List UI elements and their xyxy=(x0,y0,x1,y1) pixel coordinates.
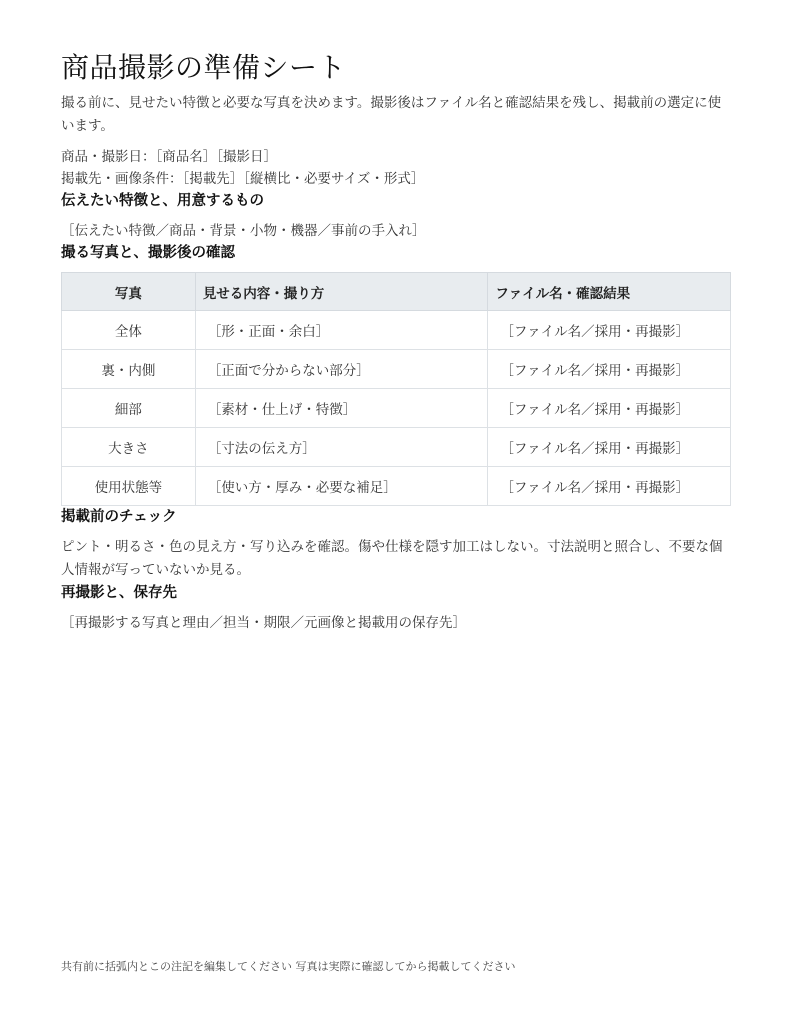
cell-content: ［形・正面・余白］ xyxy=(195,311,488,350)
cell-content: ［素材・仕上げ・特徴］ xyxy=(195,389,488,428)
cell-filename: ［ファイル名／採用・再撮影］ xyxy=(488,311,731,350)
reshoot-placeholder: ［再撮影する写真と理由／担当・期限／元画像と掲載用の保存先］ xyxy=(61,615,466,631)
footer-note: 共有前に括弧内とこの注記を編集してください 写真は実際に確認してから掲載してください xyxy=(61,960,516,973)
meta-product-date: 商品・撮影日：［商品名］［撮影日］ xyxy=(61,149,277,165)
document-page xyxy=(61,50,731,634)
check-text: ピント・明るさ・色の見え方・写り込みを確認。傷や仕様を隠す加工はしない。寸法説明と照合し、不要な個人情報が写っていないか見る。 xyxy=(61,539,723,578)
cell-photo: 使用状態等 xyxy=(62,467,196,506)
meta-destination-conditions: 掲載先・画像条件：［掲載先］［縦横比・必要サイズ・形式］ xyxy=(61,171,425,187)
cell-filename: ［ファイル名／採用・再撮影］ xyxy=(488,428,731,467)
cell-photo: 大きさ xyxy=(62,428,196,467)
photo-table xyxy=(61,272,731,506)
section-heading-check: 掲載前のチェック xyxy=(61,509,177,525)
table-row xyxy=(62,428,731,467)
section-heading-reshoot: 再撮影と、保存先 xyxy=(61,585,177,601)
header-photo: 写真 xyxy=(62,273,196,311)
cell-content: ［寸法の伝え方］ xyxy=(195,428,488,467)
cell-photo: 細部 xyxy=(62,389,196,428)
page-title: 商品撮影の準備シート xyxy=(61,51,347,84)
cell-photo: 裏・内側 xyxy=(62,350,196,389)
meta-block xyxy=(61,146,731,190)
table-row xyxy=(62,311,731,350)
header-content: 見せる内容・撮り方 xyxy=(195,273,488,311)
table-row xyxy=(62,467,731,506)
cell-content: ［使い方・厚み・必要な補足］ xyxy=(195,467,488,506)
cell-filename: ［ファイル名／採用・再撮影］ xyxy=(488,467,731,506)
table-header-row xyxy=(62,273,731,311)
cell-filename: ［ファイル名／採用・再撮影］ xyxy=(488,389,731,428)
intro-text: 撮る前に、見せたい特徴と必要な写真を決めます。撮影後はファイル名と確認結果を残し、掲載前の選定に使います。 xyxy=(61,95,722,134)
table-row xyxy=(62,389,731,428)
header-filename: ファイル名・確認結果 xyxy=(488,273,731,311)
cell-content: ［正面で分からない部分］ xyxy=(195,350,488,389)
cell-photo: 全体 xyxy=(62,311,196,350)
section-heading-photos: 撮る写真と、撮影後の確認 xyxy=(61,245,235,261)
section-heading-features: 伝えたい特徴と、用意するもの xyxy=(61,193,264,209)
cell-filename: ［ファイル名／採用・再撮影］ xyxy=(488,350,731,389)
table-row xyxy=(62,350,731,389)
features-placeholder: ［伝えたい特徴／商品・背景・小物・機器／事前の手入れ］ xyxy=(61,223,426,239)
